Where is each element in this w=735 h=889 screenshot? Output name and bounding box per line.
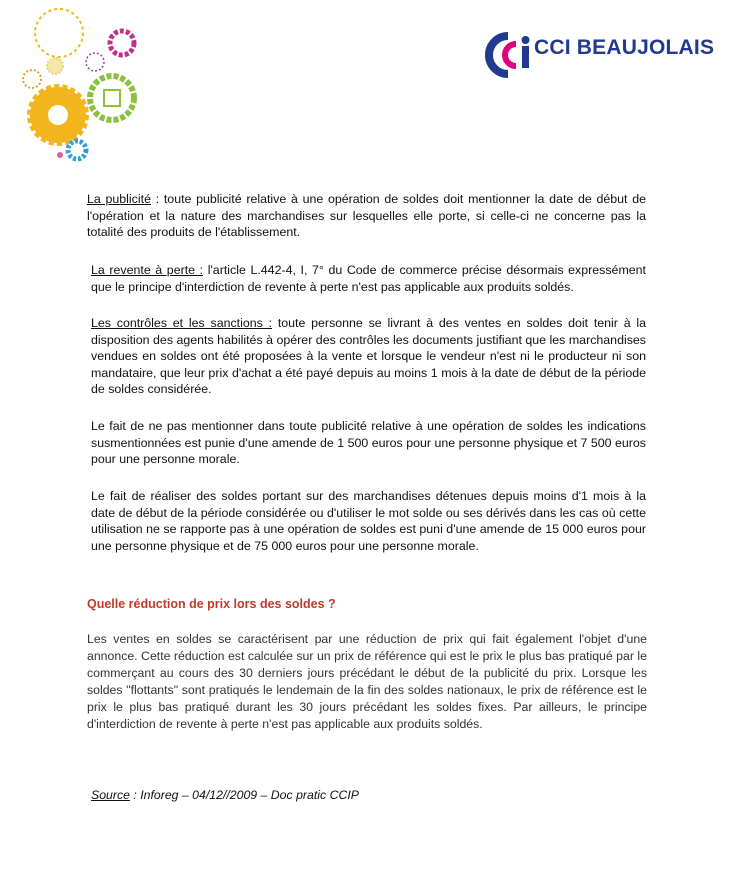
gear-small-pink: [57, 152, 63, 158]
section-label: La publicité: [87, 192, 151, 206]
section-revente: [91, 262, 646, 295]
brand-name: CCI BEAUJOLAIS: [534, 36, 715, 59]
section-text: toute personne se livrant à des ventes en soldes doit tenir à la disposition des agents habilités à opérer des contrôles les documents justifiant que les marchandises vendues en soldes ont été proposées à la vente et lorsque le vendeur n'est ni le producteur ni son mandataire, que leur prix d'achat a été payé depuis au moins 1 mois à la date de début de la période de soldes considérée.: [91, 316, 646, 397]
reduction-heading: Quelle réduction de prix lors des soldes ?: [87, 597, 336, 611]
section-text: l'article L.442-4, I, 7° du Code de commerce précise désormais expressément que le principe d'interdiction de revente à perte n'est pas applicable aux produits soldés.: [91, 263, 646, 294]
gear-yellow: [30, 87, 86, 143]
section-label: La revente à perte :: [91, 263, 204, 277]
gear-green: [90, 76, 134, 120]
gear-small-cream: [47, 58, 63, 74]
section-text: toute publicité relative à une opération de soldes doit mentionner la date de début de l'opération et la nature des marchandises sur lesquelles elle porte, si celle-ci ne concerne pas la totalité des produits de l'établissement.: [87, 192, 647, 240]
section-label: Les contrôles et les sanctions :: [91, 316, 273, 330]
gear-blue: [68, 141, 86, 159]
source-label: Source: [91, 788, 130, 802]
gear-magenta: [110, 31, 134, 55]
gear-outline-orange: [23, 70, 41, 88]
paragraph-amende-publicite: Le fait de ne pas mentionner dans toute publicité relative à une opération de soldes les indications susmentionnées est punie d'une amende de 1 500 euros pour une personne physique et 7 500 euros pour une personne morale.: [91, 419, 646, 467]
gear-outline-purple: [86, 53, 104, 71]
decorative-gears: [0, 0, 150, 170]
source-citation: [91, 788, 359, 802]
section-controles: [91, 315, 646, 398]
source-text: : Inforeg – 04/12//2009 – Doc pratic CCIP: [129, 788, 359, 802]
reduction-text: Les ventes en soldes se caractérisent par une réduction de prix qui fait également l'objet d'une annonce. Cette réduction est calculée sur un prix de référence qui est le prix le plus bas pratiqué par le commerçant au cours des 30 derniers jours précédant le début de la publicité du prix. Lorsque les soldes "flottants" sont pratiqués le lendemain de la fin des soldes nationaux, le prix de référence est le prix le plus bas pratiqué durant les 30 jours précédant les soldes fixes. Par ailleurs, le principe d'interdiction de revente à perte n'est pas applicable aux produits soldés.: [87, 632, 647, 731]
gear-outline-yellow: [35, 9, 83, 57]
paragraph-amende-soldes: Le fait de réaliser des soldes portant sur des marchandises détenues depuis moins d'1 mois à la date de début de la période considérée ou d'utiliser le mot solde ou ses dérivés dans les cas où cette utilisation ne se rapporte pas à une opération de soldes est puni d'une amende de 15 000 euros pour une personne physique et de 75 000 euros pour une personne morale.: [91, 489, 646, 553]
section-publicite: La publicité : toute publicité relative à une opération de soldes doit mentionner la date de début de l'opération et la nature des marchandises sur lesquelles elle porte, si celle-ci ne concerne pas la totalité des produits de l'établissement.: [87, 192, 647, 240]
